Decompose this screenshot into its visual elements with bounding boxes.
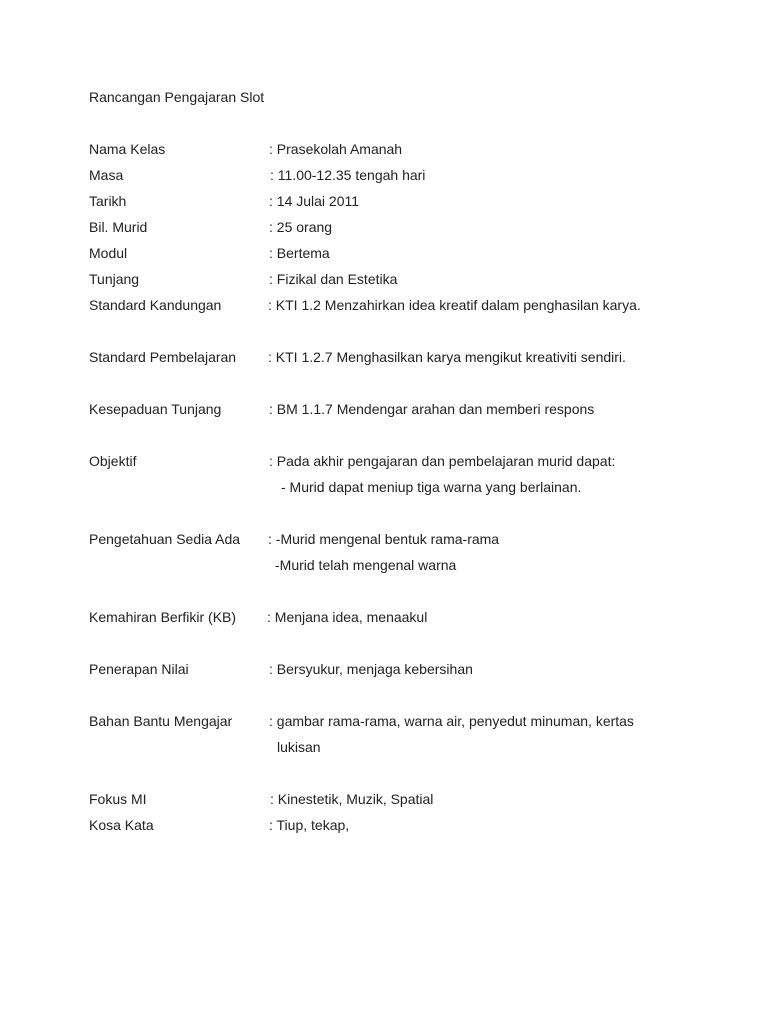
field-label: Nama Kelas xyxy=(89,141,166,157)
field-label: Tarikh xyxy=(89,193,127,209)
field-label: Objektif xyxy=(89,453,137,469)
field-value: : 11.00-12.35 tengah hari xyxy=(270,167,426,183)
field-value: : Tiup, tekap, xyxy=(269,817,350,833)
field-value: : -Murid mengenal bentuk rama-rama xyxy=(268,531,500,547)
field-value: : Prasekolah Amanah xyxy=(269,141,403,157)
field-label: Modul xyxy=(89,245,128,261)
field-value-continuation: - Murid dapat meniup tiga warna yang berlainan. xyxy=(281,479,582,495)
field-value: : Bertema xyxy=(269,245,330,261)
field-value: : Kinestetik, Muzik, Spatial xyxy=(270,791,434,807)
field-label: Standard Kandungan xyxy=(89,297,222,313)
field-value-continuation: -Murid telah mengenal warna xyxy=(275,557,457,573)
field-value: : 14 Julai 2011 xyxy=(269,193,360,209)
field-label: Pengetahuan Sedia Ada xyxy=(89,531,241,547)
field-label: Standard Pembelajaran xyxy=(89,349,237,365)
field-label: Masa xyxy=(89,167,124,183)
field-bahan-bantu-mengajar xyxy=(89,713,709,763)
document-title: Rancangan Pengajaran Slot xyxy=(89,89,265,105)
field-objektif xyxy=(89,453,709,503)
field-pengetahuan-sedia-ada xyxy=(89,531,709,581)
field-label: Tunjang xyxy=(89,271,140,287)
field-value: : Menjana idea, menaakul xyxy=(267,609,428,625)
field-label: Penerapan Nilai xyxy=(89,661,189,677)
field-label: Fokus MI xyxy=(89,791,147,807)
field-label: Bahan Bantu Mengajar xyxy=(89,713,233,729)
field-value: : KTI 1.2 Menzahirkan idea kreatif dalam penghasilan karya. xyxy=(268,297,641,313)
field-value: : Bersyukur, menjaga kebersihan xyxy=(269,661,473,677)
field-value-continuation: lukisan xyxy=(277,739,321,755)
field-value: : 25 orang xyxy=(269,219,333,235)
field-label: Kesepaduan Tunjang xyxy=(89,401,222,417)
field-value: : Pada akhir pengajaran dan pembelajaran murid dapat: xyxy=(269,453,616,469)
field-value: : Fizikal dan Estetika xyxy=(269,271,398,287)
field-value: : gambar rama-rama, warna air, penyedut minuman, kertas xyxy=(269,713,634,729)
field-label: Kosa Kata xyxy=(89,817,154,833)
field-value: : KTI 1.2.7 Menghasilkan karya mengikut kreativiti sendiri. xyxy=(268,349,626,365)
field-label: Kemahiran Berfikir (KB) xyxy=(89,609,237,625)
field-value: : BM 1.1.7 Mendengar arahan dan memberi respons xyxy=(269,401,595,417)
field-label: Bil. Murid xyxy=(89,219,148,235)
